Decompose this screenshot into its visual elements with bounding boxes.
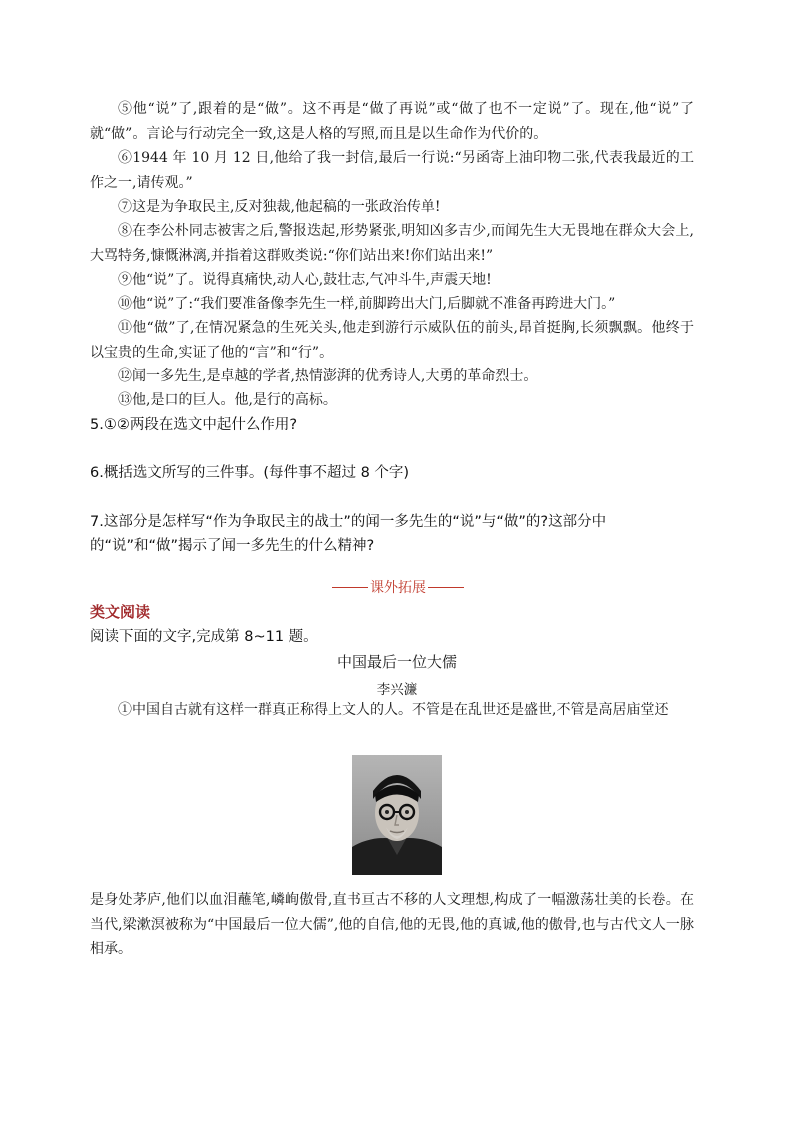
article-title: 中国最后一位大儒	[336, 653, 457, 671]
paragraph-10: ⑩他“说”了:“我们要准备像李先生一样,前脚跨出大门,后脚就不准备再跨进大门。”	[118, 296, 616, 312]
paragraph-7: ⑦这是为争取民主,反对独裁,他起稿的一张政治传单!	[118, 199, 441, 215]
instruction-text: 阅读下面的文字,完成第 8~11 题。	[90, 629, 318, 645]
portrait-photo	[352, 755, 442, 875]
divider-label: 课外拓展	[370, 580, 426, 596]
section-divider	[332, 577, 464, 597]
paragraph-5: ⑤他“说”了,跟着的是“做”。这不再是“做了再说”或“做了也不一定说”了。现在,他“说”了就“做”。言论与行动完全一致,这是人格的写照,而且是以生命作为代价的。	[90, 101, 694, 142]
article-paragraph-1-start: ①中国自古就有这样一群真正称得上文人的人。不管是在乱世还是盛世,不管是高居庙堂还	[118, 702, 669, 718]
divider-line-right	[428, 587, 464, 588]
paragraph-13: ⑬他,是口的巨人。他,是行的高标。	[118, 392, 337, 408]
question-5: 5.①②两段在选文中起什么作用?	[90, 417, 298, 433]
question-6: 6.概括选文所写的三件事。(每件事不超过 8 个字)	[90, 465, 410, 481]
question-7: 7.这部分是怎样写“作为争取民主的战士”的闻一多先生的“说”与“做”的?这部分中的“说”和“做”揭示了闻一多先生的什么精神?	[90, 514, 607, 554]
paragraph-8: ⑧在李公朴同志被害之后,警报迭起,形势紧张,明知凶多吉少,而闻先生大无畏地在群众大会上,大骂特务,慷慨淋漓,并指着这群败类说:“你们站出来!你们站出来!”	[90, 223, 694, 264]
paragraph-12: ⑫闻一多先生,是卓越的学者,热情澎湃的优秀诗人,大勇的革命烈士。	[118, 368, 538, 384]
section-label: 类文阅读	[90, 603, 151, 621]
paragraph-11: ⑪他“做”了,在情况紧急的生死关头,他走到游行示威队伍的前头,昂首挺胸,长须飘飘。他终于以宝贵的生命,实证了他的“言”和“行”。	[90, 320, 694, 361]
article-author: 李兴濂	[376, 682, 418, 698]
portrait-image	[352, 755, 442, 875]
article-paragraph-1-continued: 是身处茅庐,他们以血泪蘸笔,嶙峋傲骨,直书亘古不移的人文理想,构成了一幅激荡壮美的长卷。在当代,梁漱溟被称为“中国最后一位大儒”,他的自信,他的无畏,他的真诚,他的傲骨,也与古代文人一脉相承。	[90, 892, 694, 958]
paragraph-6: ⑥1944 年 10 月 12 日,他给了我一封信,最后一行说:“另函寄上油印物二张,代表我最近的工作之一,请传观。”	[90, 150, 694, 191]
divider-line-left	[332, 587, 368, 588]
paragraph-9: ⑨他“说”了。说得真痛快,动人心,鼓壮志,气冲斗牛,声震天地!	[118, 272, 492, 288]
